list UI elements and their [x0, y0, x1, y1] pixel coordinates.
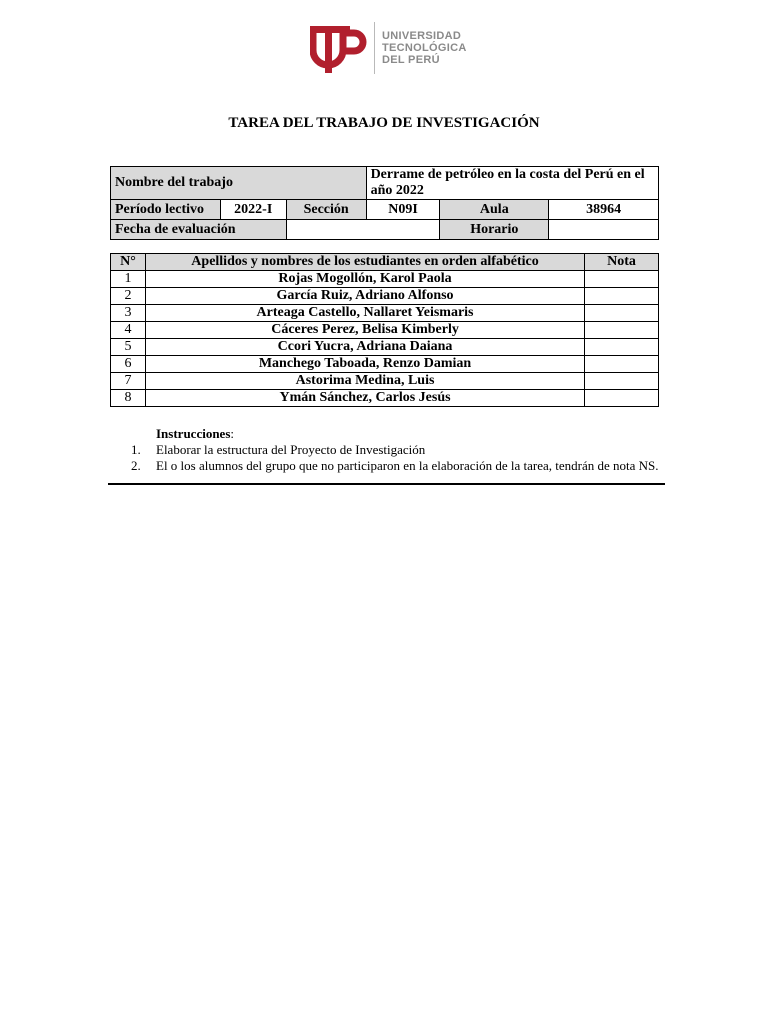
logo-divider: [374, 22, 375, 74]
room-label: Aula: [440, 200, 549, 220]
row-number: 1: [111, 271, 146, 288]
eval-date-label: Fecha de evaluación: [111, 220, 287, 240]
table-row: [111, 322, 659, 339]
student-grade: [585, 322, 659, 339]
schedule-value: [549, 220, 659, 240]
work-name-value: Derrame de petróleo en la costa del Perú en el año 2022: [366, 167, 658, 200]
work-name-label: Nombre del trabajo: [111, 167, 367, 200]
table-row: [111, 271, 659, 288]
student-name: Astorima Medina, Luis: [145, 373, 584, 390]
horizontal-rule: [108, 483, 665, 485]
room-value: 38964: [549, 200, 659, 220]
students-table: [110, 253, 659, 407]
student-name: García Ruiz, Adriano Alfonso: [145, 288, 584, 305]
work-name-row: [111, 167, 659, 200]
period-label: Período lectivo: [111, 200, 221, 220]
student-name: Ymán Sánchez, Carlos Jesús: [145, 390, 584, 407]
list-item-text: El o los alumnos del grupo que no participaron en la elaboración de la tarea, tendrán de nota NS.: [156, 458, 659, 473]
section-value: N09I: [366, 200, 440, 220]
row-number: 2: [111, 288, 146, 305]
table-row: [111, 373, 659, 390]
document-title: TAREA DEL TRABAJO DE INVESTIGACIÓN: [228, 115, 540, 131]
student-grade: [585, 288, 659, 305]
student-grade: [585, 356, 659, 373]
list-item-number: 2.: [131, 458, 141, 473]
table-row: [111, 339, 659, 356]
student-grade: [585, 271, 659, 288]
schedule-label: Horario: [440, 220, 549, 240]
list-item-number: 1.: [131, 442, 141, 457]
list-item: [131, 442, 659, 458]
student-grade: [585, 305, 659, 322]
table-row: [111, 288, 659, 305]
row-number: 8: [111, 390, 146, 407]
column-header-names: Apellidos y nombres de los estudiantes en orden alfabético: [145, 254, 584, 271]
column-header-number: N°: [111, 254, 146, 271]
instructions-section: [131, 426, 659, 474]
row-number: 3: [111, 305, 146, 322]
instructions-title: Instrucciones:: [156, 426, 235, 441]
table-row: [111, 356, 659, 373]
utp-logo-icon: [310, 20, 368, 76]
list-item-text: Elaborar la estructura del Proyecto de Investigación: [156, 442, 426, 457]
row-number: 6: [111, 356, 146, 373]
student-name: Manchego Taboada, Renzo Damian: [145, 356, 584, 373]
section-label: Sección: [286, 200, 366, 220]
work-info-table: [110, 166, 659, 240]
evaluation-row: [111, 220, 659, 240]
period-value: 2022-I: [220, 200, 286, 220]
row-number: 7: [111, 373, 146, 390]
students-header-row: [111, 254, 659, 271]
period-row: [111, 200, 659, 220]
table-row: [111, 305, 659, 322]
row-number: 5: [111, 339, 146, 356]
student-grade: [585, 390, 659, 407]
row-number: 4: [111, 322, 146, 339]
student-name: Cáceres Perez, Belisa Kimberly: [145, 322, 584, 339]
university-logo: [310, 20, 467, 76]
eval-date-value: [286, 220, 440, 240]
university-name: UNIVERSIDAD TECNOLÓGICA DEL PERÚ: [382, 30, 467, 66]
student-name: Ccori Yucra, Adriana Daiana: [145, 339, 584, 356]
table-row: [111, 390, 659, 407]
student-name: Arteaga Castello, Nallaret Yeismaris: [145, 305, 584, 322]
column-header-grade: Nota: [585, 254, 659, 271]
student-grade: [585, 339, 659, 356]
list-item: [131, 458, 659, 474]
student-grade: [585, 373, 659, 390]
student-name: Rojas Mogollón, Karol Paola: [145, 271, 584, 288]
